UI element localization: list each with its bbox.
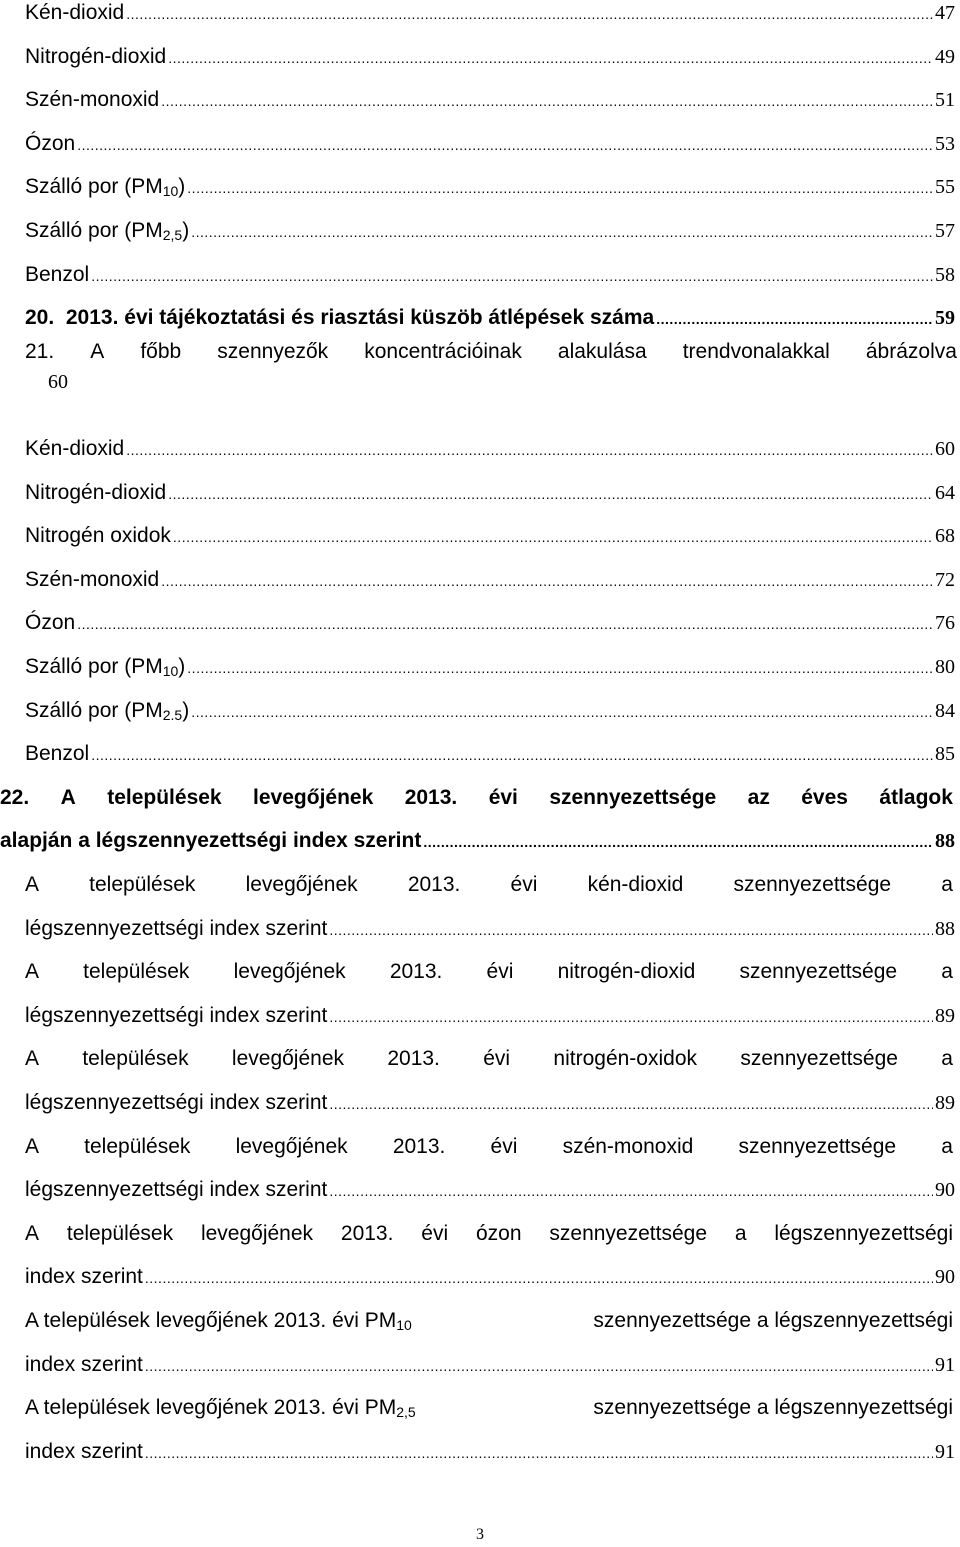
- dot-leader: [161, 85, 933, 117]
- toc-entry[interactable]: [25, 302, 955, 334]
- toc-entry-text: Ózon: [25, 611, 76, 635]
- toc-word: évi: [483, 1047, 511, 1071]
- toc-word: a: [941, 1047, 953, 1071]
- toc-entry-subscript: 10: [162, 183, 179, 200]
- toc-page-number: 58: [935, 263, 955, 286]
- toc-entry-title-line: [25, 956, 953, 988]
- toc-page-number: 49: [935, 45, 955, 68]
- dot-leader: [168, 42, 933, 74]
- toc-word: ábrázolva: [865, 340, 957, 363]
- toc-entry-title: [25, 564, 159, 596]
- toc-entry-text: A települések levegőjének 2013. évi $PM_{2,5}$: [25, 1396, 416, 1421]
- toc-entry-text-suffix: ): [178, 655, 186, 678]
- toc-entry-title-line: [25, 1218, 953, 1250]
- toc-word: a: [941, 960, 953, 984]
- toc-page-number: 55: [935, 176, 955, 199]
- toc-word: települések: [89, 873, 196, 896]
- toc-page-number: 91: [935, 1353, 955, 1376]
- toc-word: 22.: [0, 785, 30, 809]
- toc-entry[interactable]: [25, 433, 955, 465]
- toc-word: szennyezettsége: [733, 873, 892, 896]
- toc-word: A: [25, 1047, 40, 1071]
- toc-page-number: 60: [935, 438, 955, 460]
- toc-word: 2013.: [340, 1221, 394, 1245]
- dot-leader: [126, 0, 933, 30]
- toc-entry-title-line: [25, 1305, 953, 1337]
- toc-word: 2013.: [404, 785, 458, 809]
- toc-entry-text: Szén-monoxid: [25, 567, 160, 591]
- toc-entry-text-suffix: ): [182, 219, 190, 242]
- dot-leader: [329, 914, 933, 946]
- toc-word: 2013.: [389, 960, 443, 984]
- dot-leader: [145, 1350, 933, 1382]
- toc-entry[interactable]: [25, 477, 955, 509]
- toc-entry-title: [25, 738, 89, 770]
- toc-word: települések: [82, 1047, 189, 1071]
- dot-leader: [145, 1437, 933, 1469]
- toc-entry[interactable]: [25, 1174, 955, 1206]
- toc-word: 2013.: [392, 1134, 446, 1158]
- toc-entry[interactable]: [25, 1087, 955, 1119]
- toc-entry[interactable]: [25, 1261, 955, 1293]
- toc-entry[interactable]: [25, 651, 955, 683]
- toc-entry-text-suffix: szennyezettsége a légszennyezettségi: [593, 1309, 953, 1332]
- toc-word: levegőjének: [235, 1134, 348, 1158]
- dot-leader: [145, 1262, 933, 1294]
- toc-entry-title: [25, 302, 654, 334]
- toc-page-number: 51: [935, 89, 955, 112]
- toc-entry[interactable]: [25, 695, 955, 727]
- toc-word: évi: [421, 1221, 449, 1245]
- toc-entry-text: Szálló por (PM: [25, 698, 163, 722]
- toc-word: levegőjének: [200, 1221, 314, 1245]
- toc-page-number: 68: [935, 525, 955, 548]
- toc-word: átlagok: [879, 785, 953, 809]
- dot-leader: [329, 1175, 933, 1207]
- toc-word: alakulása: [557, 340, 647, 363]
- dot-leader: [168, 478, 933, 510]
- toc-entry-text-suffix: szennyezettsége a légszennyezettségi: [593, 1396, 953, 1420]
- toc-word: levegőjének: [253, 785, 374, 809]
- toc-entry-title: légszennyezettségi index szerint: [25, 1178, 328, 1202]
- toc-entry-title-line: [25, 1131, 953, 1163]
- toc-page-number: 72: [935, 568, 955, 591]
- toc-word: települések: [83, 960, 190, 984]
- toc-page-number: 89: [935, 1004, 955, 1027]
- toc-page-number: 91: [935, 1440, 955, 1463]
- toc-word: évi: [490, 1134, 518, 1158]
- page-number: 3: [476, 1526, 484, 1543]
- toc-entry[interactable]: [25, 84, 955, 116]
- toc-page-number: 76: [935, 612, 955, 635]
- toc-entry-text: Nitrogén-dioxid: [25, 44, 167, 68]
- toc-entry-subscript: 2,5: [162, 227, 183, 243]
- dot-leader: [126, 434, 933, 466]
- toc-entry-title: [25, 0, 124, 29]
- toc-page-number: 47: [935, 2, 955, 24]
- toc-word: az: [747, 785, 770, 809]
- dot-leader: [191, 216, 933, 248]
- toc-entry[interactable]: [25, 738, 955, 770]
- toc-word: szén-monoxid: [562, 1134, 694, 1158]
- toc-entry-subscript: 10: [396, 1317, 412, 1333]
- toc-entry-title: alapján a légszennyezettségi index szerint: [0, 829, 422, 853]
- toc-entry-text-suffix: ): [178, 175, 186, 199]
- dot-leader: [423, 826, 933, 858]
- toc-entry-title-line: [25, 1043, 953, 1075]
- toc-word: 2013.: [407, 873, 461, 896]
- toc-entry-title: [25, 215, 189, 251]
- section-number: 20.: [25, 306, 66, 330]
- toc-entry-text: Benzol: [25, 262, 90, 286]
- toc-word: A: [60, 785, 76, 809]
- toc-entry-title: légszennyezettségi index szerint: [25, 1003, 328, 1027]
- toc-word: levegőjének: [245, 873, 358, 896]
- toc-entry-text: Nitrogén-dioxid: [25, 480, 167, 504]
- toc-entry-text: Ózon: [25, 131, 76, 155]
- toc-page-number: 84: [935, 699, 955, 722]
- toc-entry-text: Kén-dioxid: [25, 1, 125, 24]
- toc-entry-subscript: 2.5: [162, 706, 183, 723]
- toc-entry[interactable]: [25, 1436, 955, 1468]
- toc-page-number: 53: [935, 132, 955, 155]
- toc-entry[interactable]: [25, 41, 955, 73]
- toc-word: a: [941, 873, 953, 896]
- toc-entry-text: [25, 306, 654, 329]
- toc-word: szennyezettsége: [738, 1134, 897, 1158]
- toc-word: levegőjének: [233, 960, 346, 984]
- toc-entry-title-line: [25, 869, 953, 901]
- toc-page-number: 88: [935, 830, 955, 853]
- dot-leader: [173, 521, 933, 553]
- dot-leader: [161, 565, 933, 597]
- toc-word: A: [90, 340, 105, 363]
- toc-entry-title: [25, 651, 185, 687]
- toc-word: ózon: [476, 1221, 522, 1245]
- toc-page-number: 90: [935, 1179, 955, 1202]
- toc-entry-text: Nitrogén oxidok: [25, 524, 171, 548]
- toc-entry-title: [25, 520, 171, 552]
- toc-word: trendvonalakkal: [682, 340, 830, 363]
- toc-word: A: [25, 1221, 40, 1245]
- toc-page-number: 90: [935, 1266, 955, 1289]
- section-21-page-number: 60: [48, 371, 68, 393]
- toc-page-number: 80: [935, 656, 955, 678]
- section-number: 21.: [25, 340, 55, 363]
- toc-entry-title: [25, 259, 89, 291]
- toc-word: A: [25, 873, 40, 896]
- toc-entry[interactable]: [25, 128, 955, 160]
- section-22-heading[interactable]: [0, 782, 953, 814]
- toc-word: szennyezettsége: [549, 785, 717, 809]
- toc-entry[interactable]: [25, 1349, 955, 1381]
- dot-leader: [187, 652, 933, 684]
- toc-entry[interactable]: [25, 0, 955, 29]
- toc-word: levegőjének: [231, 1047, 345, 1071]
- section-21-heading[interactable]: [25, 336, 957, 368]
- toc-word: települések: [84, 1134, 191, 1158]
- dot-leader: [329, 1088, 933, 1120]
- toc-word: évi: [510, 873, 538, 896]
- toc-word: légszennyezettségi: [774, 1221, 953, 1245]
- toc-word: 2013.: [387, 1047, 440, 1071]
- toc-entry[interactable]: [25, 1000, 955, 1032]
- toc-entry-title: index szerint: [25, 1439, 143, 1463]
- toc-word: A: [25, 1134, 40, 1158]
- toc-entry-title: [25, 607, 75, 639]
- toc-entry-text: Benzol: [25, 742, 90, 766]
- toc-word: koncentrációinak: [364, 340, 522, 363]
- toc-entry[interactable]: [25, 564, 955, 596]
- toc-entry-subscript: 10: [162, 663, 179, 679]
- toc-word: szennyezők: [217, 340, 329, 363]
- toc-page-number: 85: [935, 743, 955, 766]
- dot-leader: [191, 696, 933, 728]
- toc-word: települések: [66, 1221, 174, 1245]
- toc-word: nitrogén-oxidok: [553, 1047, 698, 1071]
- toc-entry-text: Szálló por (PM: [25, 655, 163, 678]
- toc-entry-title: légszennyezettségi index szerint: [25, 916, 328, 940]
- toc-entry-text-suffix: ): [182, 698, 190, 722]
- toc-entry-title: [25, 433, 124, 465]
- dot-leader: [656, 303, 933, 335]
- section-title: 2013. évi tájékoztatási és riasztási küszöb átlépések száma: [65, 306, 655, 330]
- toc-entry-text: Szálló por (PM: [25, 175, 163, 199]
- dot-leader: [77, 129, 933, 161]
- toc-entry-text: Szén-monoxid: [25, 88, 160, 112]
- toc-word: nitrogén-dioxid: [557, 960, 696, 984]
- dot-leader: [77, 608, 933, 640]
- toc-entry-subscript: 2,5: [396, 1404, 416, 1421]
- toc-word: a: [941, 1134, 953, 1158]
- toc-entry[interactable]: [25, 215, 955, 247]
- toc-entry-title: [25, 128, 75, 160]
- toc-page-number: 57: [935, 220, 955, 242]
- toc-word: szennyezettsége: [740, 1047, 898, 1071]
- toc-entry-title: index szerint: [25, 1352, 143, 1376]
- toc-entry-title: [25, 695, 189, 731]
- toc-page-number: 88: [935, 917, 955, 940]
- toc-entry[interactable]: [0, 825, 955, 857]
- toc-page-number: 89: [935, 1092, 955, 1114]
- toc-word: A: [25, 960, 40, 984]
- toc-entry-title: [25, 84, 159, 116]
- toc-word: évi: [486, 960, 514, 984]
- toc-entry-title: [25, 41, 166, 73]
- toc-entry[interactable]: [25, 520, 955, 552]
- dot-leader: [329, 1001, 933, 1033]
- toc-word: éves: [801, 785, 848, 809]
- toc-word: évi: [488, 785, 518, 809]
- toc-entry-text: Kén-dioxid: [25, 437, 125, 460]
- toc-entry-title: légszennyezettségi index szerint: [25, 1091, 328, 1114]
- toc-entry[interactable]: [25, 607, 955, 639]
- toc-entry-title: [25, 477, 166, 509]
- dot-leader: [187, 172, 933, 204]
- dot-leader: [91, 739, 933, 771]
- toc-word: a: [734, 1221, 747, 1245]
- toc-entry-title: index szerint: [25, 1265, 143, 1289]
- toc-page-number: 64: [935, 481, 955, 504]
- dot-leader: [91, 260, 933, 292]
- toc-entry-text: Szálló por (PM: [25, 219, 163, 242]
- toc-entry-text: A települések levegőjének 2013. évi $PM_{10}$: [25, 1309, 412, 1333]
- toc-entry[interactable]: [25, 171, 955, 203]
- toc-word: főbb: [140, 340, 182, 363]
- toc-entry[interactable]: [25, 913, 955, 945]
- toc-entry-title-line: [25, 1392, 953, 1424]
- toc-word: szennyezettsége: [739, 960, 898, 984]
- toc-entry-title: [25, 171, 185, 207]
- toc-page-number: 59: [935, 307, 955, 330]
- toc-word: települések: [107, 785, 222, 809]
- toc-word: kén-dioxid: [587, 873, 684, 896]
- toc-word: szennyezettsége: [549, 1221, 707, 1245]
- toc-entry[interactable]: [25, 259, 955, 291]
